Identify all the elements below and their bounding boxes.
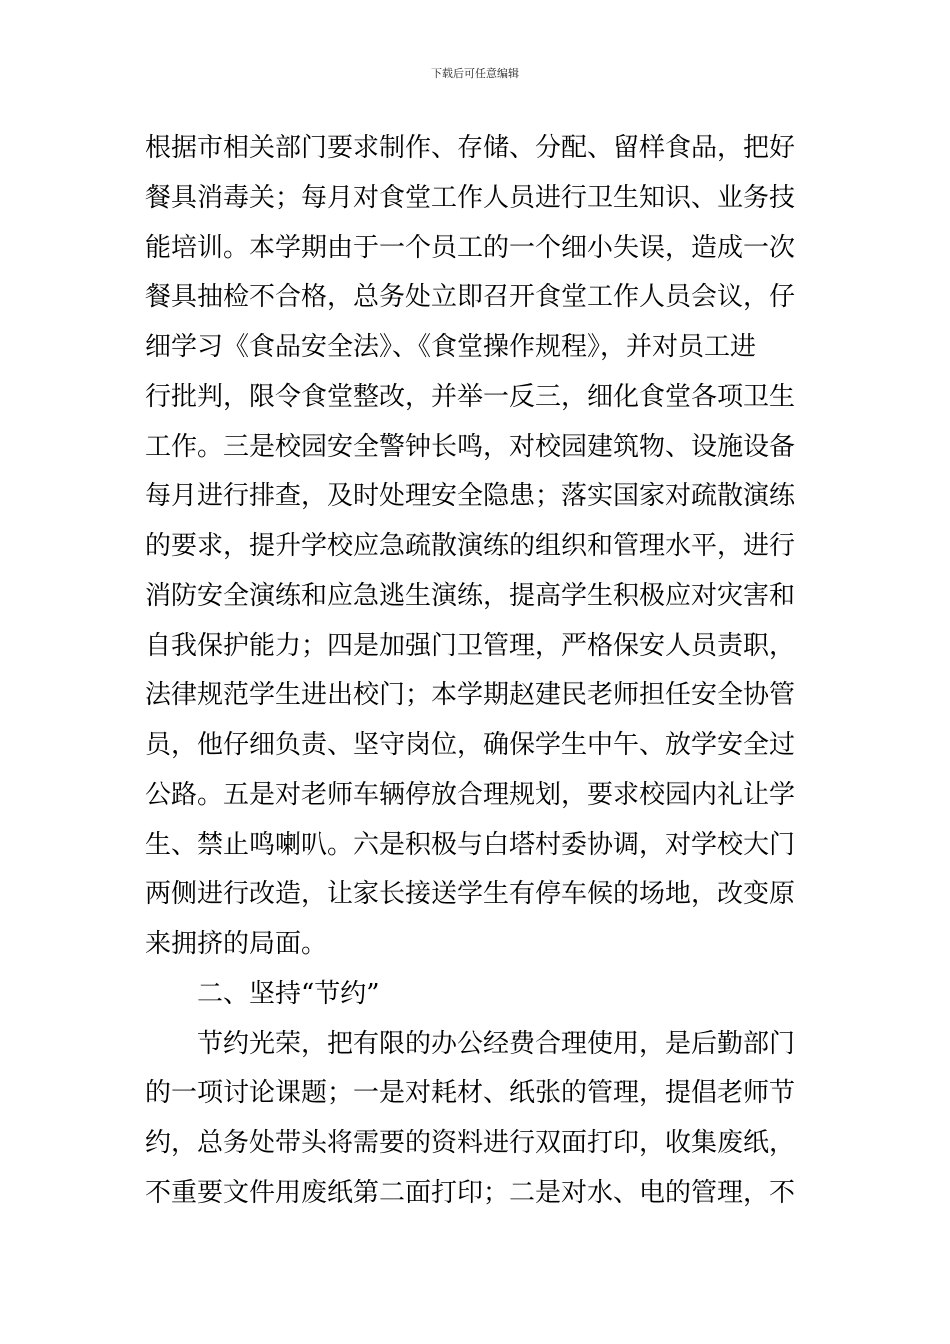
page-header: 下载后可任意编辑 bbox=[431, 67, 519, 80]
paragraph-first-line: 节约光荣，把有限的办公经费合理使用，是后勤部门 bbox=[197, 1028, 796, 1059]
text-line: 约，总务处带头将需要的资料进行双面打印，收集废纸， bbox=[145, 1128, 796, 1158]
text-line: 公路。五是对老师车辆停放合理规划，要求校园内礼让学 bbox=[145, 779, 796, 810]
text-line: 的要求，提升学校应急疏散演练的组织和管理水平，进行 bbox=[145, 531, 796, 561]
text-line: 两侧进行改造，让家长接送学生有停车候的场地，改变原 bbox=[145, 879, 796, 910]
text-line: 自我保护能力；四是加强门卫管理，严格保安人员责职， bbox=[145, 630, 796, 661]
text-line: 的一项讨论课题；一是对耗材、纸张的管理，提倡老师节 bbox=[145, 1078, 796, 1109]
text-line: 能培训。本学期由于一个员工的一个细小失误，造成一次 bbox=[145, 232, 796, 263]
text-line: 员，他仔细负责、坚守岗位，确保学生中午、放学安全过 bbox=[145, 730, 796, 760]
text-line: 不重要文件用废纸第二面打印；二是对水、电的管理，不 bbox=[145, 1177, 796, 1208]
text-line: 法律规范学生进出校门；本学期赵建民老师担任安全协管 bbox=[145, 680, 796, 711]
text-line: 餐具抽检不合格，总务处立即召开食堂工作人员会议，仔 bbox=[145, 282, 796, 313]
text-line: 根据市相关部门要求制作、存储、分配、留样食品，把好 bbox=[145, 133, 796, 163]
text-line: 来拥挤的局面。 bbox=[145, 929, 328, 959]
text-line: 每月进行排查，及时处理安全隐患；落实国家对疏散演练 bbox=[145, 481, 796, 512]
body-text bbox=[145, 124, 810, 1219]
text-line: 工作。三是校园安全警钟长鸣，对校园建筑物、设施设备 bbox=[145, 431, 796, 462]
text-line: 餐具消毒关；每月对食堂工作人员进行卫生知识、业务技 bbox=[145, 182, 796, 213]
text-line: 细学习《食品安全法》、《食堂操作规程》，并对员工进 bbox=[145, 332, 757, 362]
section-heading: 二、坚持“节约” bbox=[197, 978, 380, 1009]
text-line: 消防安全演练和应急逃生演练，提高学生积极应对灾害和 bbox=[145, 580, 796, 611]
text-line: 行批判，限令食堂整改，并举一反三，细化食堂各项卫生 bbox=[145, 381, 796, 412]
text-line: 生、禁止鸣喇叭。六是积极与白塔村委协调，对学校大门 bbox=[145, 829, 796, 860]
